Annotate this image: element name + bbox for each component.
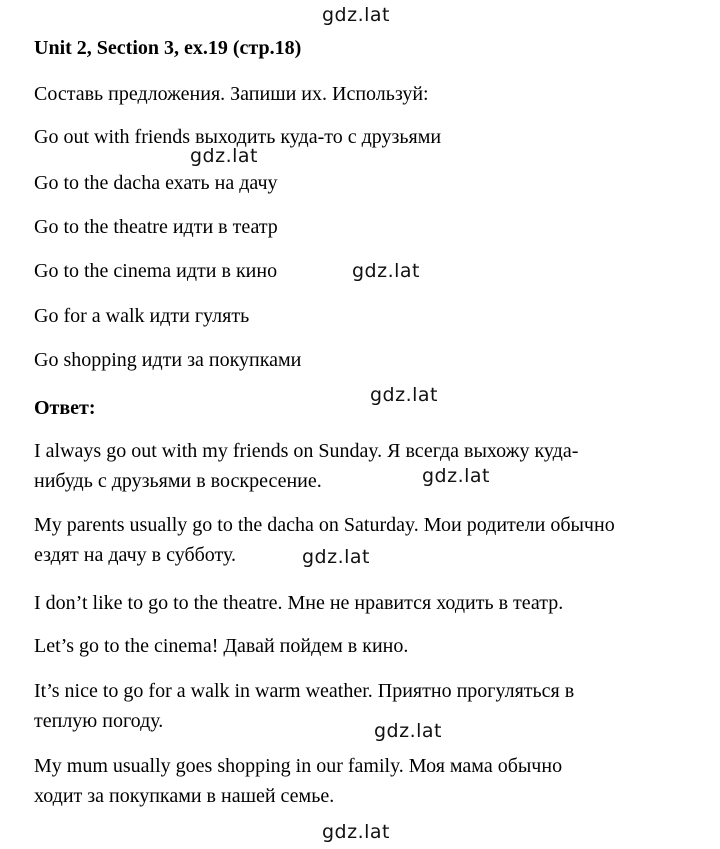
phrase-item: Go shopping идти за покупками xyxy=(34,349,302,371)
watermark-text: gdz.lat xyxy=(322,821,391,843)
watermark-text: gdz.lat xyxy=(302,546,371,568)
watermark-text: gdz.lat xyxy=(370,384,439,406)
answer-line: It’s nice to go for a walk in warm weather. Приятно прогуляться в xyxy=(34,680,575,702)
answer-line: Let’s go to the cinema! Давай пойдем в кино. xyxy=(34,635,409,657)
watermark-text: gdz.lat xyxy=(374,720,443,742)
answer-line: My mum usually goes shopping in our family. Моя мама обычно xyxy=(34,755,563,777)
exercise-title: Unit 2, Section 3, ex.19 (стр.18) xyxy=(34,37,302,59)
answer-line: ходит за покупками в нашей семье. xyxy=(34,785,335,807)
answer-line: I don’t like to go to the theatre. Мне не нравится ходить в театр. xyxy=(34,592,564,614)
watermark-text: gdz.lat xyxy=(352,260,421,282)
answer-line: My parents usually go to the dacha on Saturday. Мои родители обычно xyxy=(34,514,615,536)
phrase-item: Go to the dacha ехать на дачу xyxy=(34,172,278,194)
watermark-text: gdz.lat xyxy=(422,465,491,487)
answer-line: теплую погоду. xyxy=(34,710,164,732)
answer-line: I always go out with my friends on Sunday. Я всегда выхожу куда- xyxy=(34,440,579,462)
answer-line: нибудь с друзьями в воскресение. xyxy=(34,470,322,492)
phrase-item: Go to the cinema идти в кино xyxy=(34,260,278,282)
phrase-item: Go out with friends выходить куда-то с друзьями xyxy=(34,126,442,148)
watermark-text: gdz.lat xyxy=(190,145,259,167)
watermark-text: gdz.lat xyxy=(322,4,391,26)
phrase-item: Go to the theatre идти в театр xyxy=(34,216,278,238)
instruction-text: Составь предложения. Запиши их. Используй: xyxy=(34,83,429,105)
answer-line: ездят на дачу в субботу. xyxy=(34,544,237,566)
phrase-item: Go for a walk идти гулять xyxy=(34,305,250,327)
answer-label: Ответ: xyxy=(34,397,96,419)
